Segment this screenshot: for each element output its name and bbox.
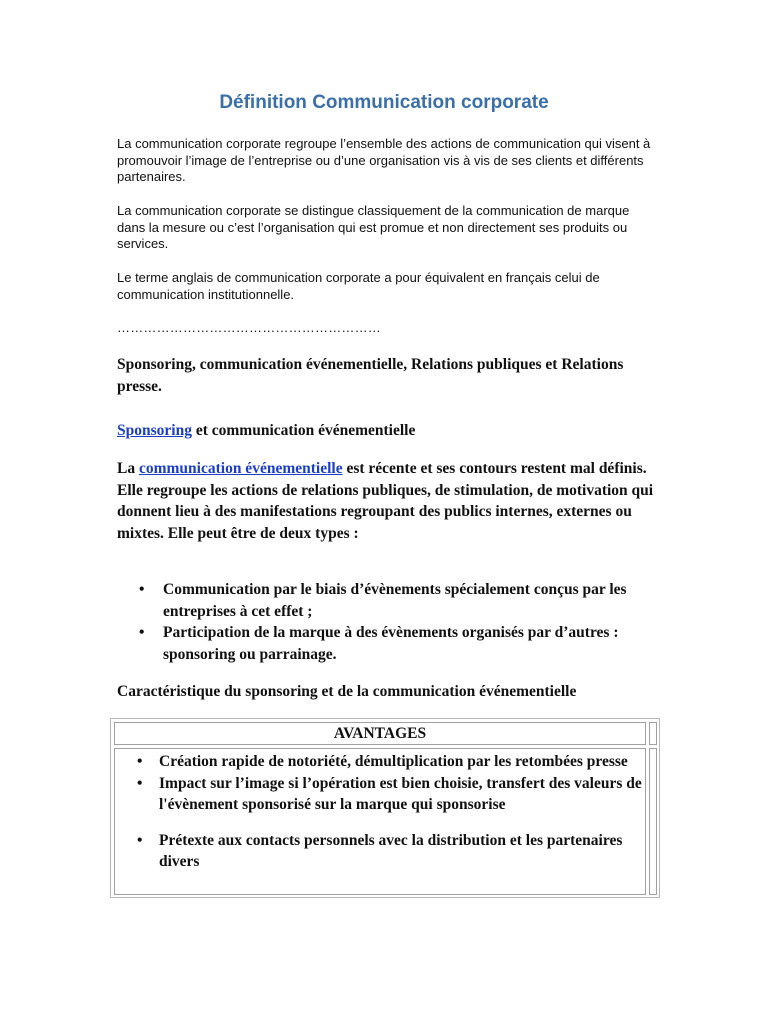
sponsoring-link[interactable]: Sponsoring (117, 422, 192, 439)
avantages-list (115, 751, 655, 873)
caracteristique-heading: Caractéristique du sponsoring et de la communication événementielle (117, 683, 577, 700)
table-side-cell (649, 748, 657, 895)
communication-evenementielle-link[interactable]: communication événementielle (138, 460, 343, 477)
types-list (117, 579, 657, 665)
intro-paragraph-3: Le terme anglais de communication corporate a pour équivalent en français celui de communication institutionnelle. (117, 270, 600, 302)
section-subheading (117, 420, 657, 442)
section-heading: Sponsoring, communication événementielle, Relations publiques et Relations presse. (117, 356, 624, 395)
body-rest: est récente et ses contours restent mal définis. Elle regroupe les actions de relations publiques, de stimulation, de motivation qui donnent lieu à des manifestations regroupant des publics internes, externes ou mixtes. Elle peut être de deux types : (117, 460, 654, 542)
list-item: • Prétexte aux contacts personnels avec la distribution et les partenaires divers (115, 830, 655, 873)
table-header-cell: AVANTAGES (114, 722, 646, 745)
subheading-rest: et communication événementielle (191, 422, 416, 439)
intro-paragraph-1: La communication corporate regroupe l’ensemble des actions de communication qui visent à promouvoir l’image de l’entreprise ou d’une organisation vis à vis de ses clients et différents partenaires. (117, 136, 651, 184)
page-title: Définition Communication corporate (219, 92, 549, 113)
list-item: • Création rapide de notoriété, démultiplication par les retombées presse (115, 751, 655, 773)
table-body-cell (114, 748, 646, 895)
list-item: • Communication par le biais d’évènements spécialement conçus par les entreprises à cet effet ; (117, 579, 657, 622)
table-side-cell (649, 722, 657, 745)
intro-paragraph-2: La communication corporate se distingue classiquement de la communication de marque dans la mesure ou c’est l’organisation qui est promue et non directement ses produits ou services. (117, 203, 630, 251)
dotted-separator: …………………………………………………… (117, 320, 381, 335)
list-item: • Impact sur l’image si l’opération est bien choisie, transfert des valeurs de l'évènement sponsorisé sur la marque qui sponsorise (115, 773, 655, 816)
list-item: • Participation de la marque à des évènements organisés par d’autres : sponsoring ou parrainage. (117, 622, 657, 665)
body-prefix: La (117, 460, 139, 477)
avantages-table (110, 718, 660, 898)
section-body (117, 458, 657, 544)
